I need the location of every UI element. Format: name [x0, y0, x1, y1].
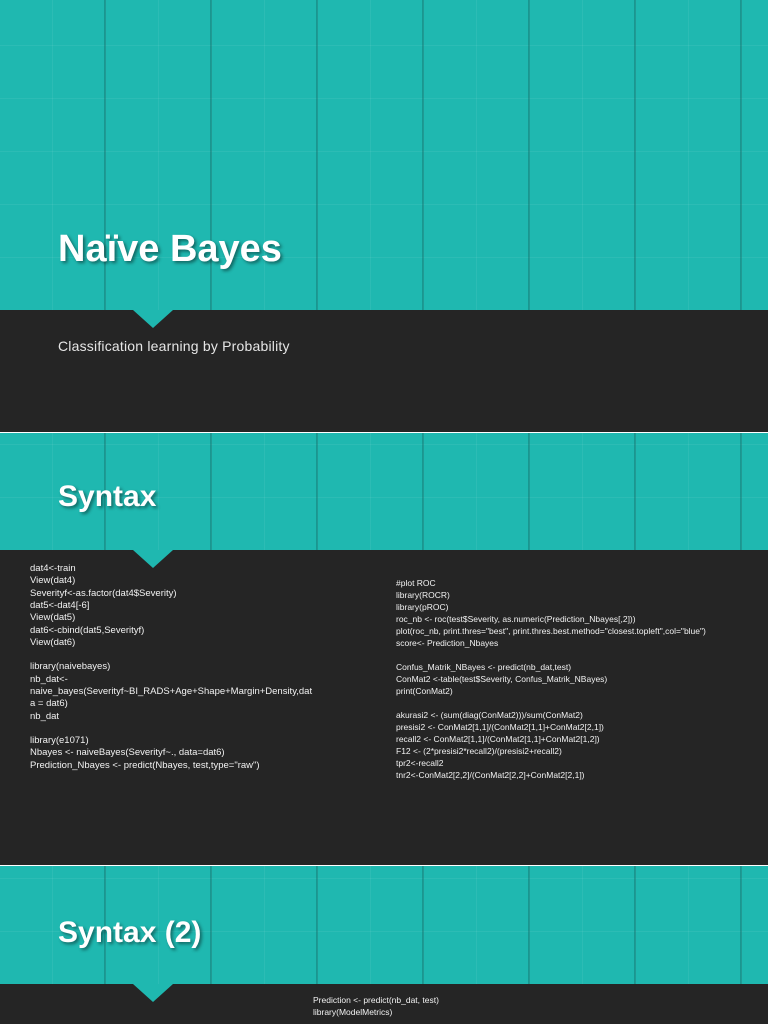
code-block-right — [396, 578, 762, 782]
code-gap — [396, 650, 762, 662]
code-block-left — [30, 563, 370, 772]
slide-syntax — [0, 433, 768, 865]
code-line: nb_dat<- naive_bayes(Severityf~BI_RADS+Age+Shape+Margin+Density,dat a = dat6) — [30, 673, 313, 710]
code-line: View(dat4) — [30, 575, 76, 587]
slide-subtitle: Classification learning by Probability — [58, 338, 290, 354]
code-line: nb_dat — [30, 710, 60, 722]
slide-title: Syntax (2) — [58, 916, 202, 949]
code-line: library(pROC) — [396, 602, 449, 612]
code-line: dat4<-train — [30, 563, 76, 574]
code-line: score<- Prediction_Nbayes — [396, 638, 499, 648]
code-gap — [30, 649, 370, 661]
code-line: library(e1071) — [30, 735, 89, 747]
title-notch — [133, 550, 173, 568]
code-line: ConMat2 <-table(test$Severity, Confus_Matrik_NBayes) — [396, 674, 608, 684]
code-line: Prediction <- predict(nb_dat, test) — [313, 995, 439, 1005]
slide-content-band — [0, 310, 768, 432]
code-line: plot(roc_nb, print.thres="best", print.thres.best.method="closest.topleft",col="blue") — [396, 626, 706, 636]
code-gap — [396, 698, 762, 710]
slide-title-band — [0, 0, 768, 310]
code-line: #plot ROC — [396, 578, 436, 588]
slide-syntax-2 — [0, 866, 768, 1024]
code-gap — [30, 723, 370, 735]
title-notch — [133, 984, 173, 1002]
code-line: library(ModelMetrics) — [313, 1007, 393, 1017]
code-line: Severityf<-as.factor(dat4$Severity) — [30, 587, 177, 599]
code-line: View(dat5) — [30, 612, 76, 624]
code-line: F12 <- (2*presisi2*recall2)/(presisi2+recall2) — [396, 746, 562, 756]
code-line: dat6<-cbind(dat5,Severityf) — [30, 624, 145, 636]
code-line: library(naivebayes) — [30, 661, 111, 673]
code-line: Prediction_Nbayes <- predict(Nbayes, test,type="raw") — [30, 759, 260, 771]
slide-title-band — [0, 866, 768, 984]
slide-title-band — [0, 433, 768, 550]
code-line: print(ConMat2) — [396, 686, 453, 696]
code-line: recall2 <- ConMat2[1,1]/(ConMat2[1,1]+ConMat2[1,2]) — [396, 734, 600, 744]
slide-title: Naïve Bayes — [58, 228, 282, 270]
code-line: tpr2<-recall2 — [396, 758, 444, 768]
slide-content-band — [0, 550, 768, 865]
slide-naive-bayes — [0, 0, 768, 432]
slide-content-band — [0, 984, 768, 1024]
code-line: Confus_Matrik_NBayes <- predict(nb_dat,test) — [396, 662, 572, 672]
code-line: tnr2<-ConMat2[2,2]/(ConMat2[2,2]+ConMat2[2,1]) — [396, 770, 585, 780]
code-line: roc_nb <- roc(test$Severity, as.numeric(Prediction_Nbayes[,2])) — [396, 614, 636, 624]
slide-title: Syntax — [58, 480, 157, 513]
title-notch — [133, 310, 173, 328]
code-line: akurasi2 <- (sum(diag(ConMat2)))/sum(ConMat2) — [396, 710, 583, 720]
code-line: Nbayes <- naiveBayes(Severityf~., data=dat6) — [30, 747, 225, 759]
code-block — [313, 995, 713, 1019]
code-line: library(ROCR) — [396, 590, 450, 600]
code-line: dat5<-dat4[-6] — [30, 600, 90, 612]
code-line: View(dat6) — [30, 637, 76, 649]
code-line: presisi2 <- ConMat2[1,1]/(ConMat2[1,1]+ConMat2[2,1]) — [396, 722, 604, 732]
